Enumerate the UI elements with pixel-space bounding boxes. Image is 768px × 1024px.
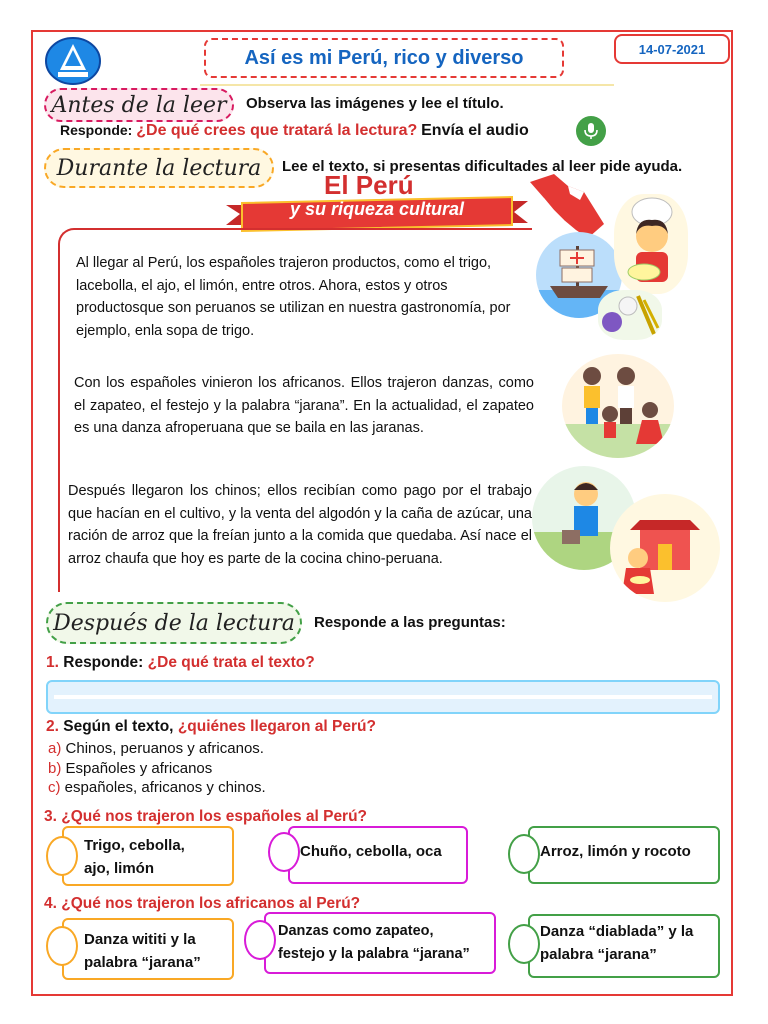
durante-label-text: Durante la lectura — [56, 155, 262, 181]
q4-choice-2-line1: Danzas como zapateo, — [278, 923, 434, 939]
microphone-button[interactable] — [576, 116, 606, 146]
q3-choice-3-text: Arroz, limón y rocoto — [540, 843, 691, 860]
audio-text: Envía el audio — [421, 122, 529, 139]
question-1-text: ¿De qué trata el texto? — [147, 654, 315, 671]
q3-choice-3-circle[interactable] — [508, 834, 540, 874]
question-2-text: ¿quiénes llegaron al Perú? — [177, 718, 376, 735]
antes-question: ¿De qué crees que tratará la lectura? — [136, 122, 418, 139]
question-3-text: ¿Qué nos trajeron los españoles al Perú? — [61, 808, 368, 825]
question-4-number: 4. — [44, 895, 57, 912]
option-b[interactable] — [48, 760, 212, 777]
vegetables-icon — [598, 290, 662, 340]
q4-choice-3-circle[interactable] — [508, 924, 540, 964]
chef-illustration — [614, 194, 688, 294]
despues-instruction: Responde a las preguntas: — [314, 614, 506, 631]
q3-choice-1-line2: ajo, limón — [84, 860, 155, 877]
question-2-number: 2. — [46, 718, 59, 735]
q4-choice-3-line1: Danza “diablada” y la — [540, 923, 694, 940]
question-3-number: 3. — [44, 808, 57, 825]
date-box — [614, 34, 730, 64]
dancers-icon — [562, 354, 674, 458]
question-1 — [46, 654, 315, 672]
q3-choice-2-text: Chuño, cebolla, oca — [300, 843, 442, 860]
option-c[interactable] — [48, 779, 266, 796]
q3-choice-1-circle[interactable] — [46, 836, 78, 876]
question-3 — [44, 808, 367, 826]
q3-choice-2-circle[interactable] — [268, 832, 300, 872]
chef-icon — [614, 194, 688, 294]
dancers-illustration — [562, 354, 674, 458]
reading-paragraph-3: Después llegaron los chinos; ellos recibían como pago por el trabajo que hacían en el cultivo, y la venta del algodón y la caña de azúcar, una ración de arroz que la freían junto a la comida que quedaba. Así nace el arroz chaufa que hoy es parte de la cocina chino-peruana. — [68, 483, 532, 567]
title-box — [204, 38, 564, 78]
vegetables-illustration — [598, 290, 662, 340]
question-4 — [44, 895, 360, 913]
reading-title-banner-text: y su riqueza cultural — [289, 199, 465, 219]
durante-label — [44, 148, 274, 188]
q4-choice-3-line2: palabra “jarana” — [540, 946, 657, 963]
q4-choice-1-line1: Danza wititi y la — [84, 931, 196, 948]
pagoda-icon — [610, 494, 720, 602]
antes-question-line — [60, 122, 529, 140]
reading-paragraph-2: Con los españoles vinieron los africanos. Ellos trajeron danzas, como el zapateo, el festejo y la palabra “jarana”. En la actualidad, el zapateo es una danza afroperuana que se baila en las jaranas. — [74, 375, 534, 436]
question-4-text: ¿Qué nos trajeron los africanos al Perú? — [61, 895, 361, 912]
title-underline — [200, 84, 614, 86]
antes-label-text: Antes de la leer — [51, 92, 227, 118]
despues-label-text: Después de la lectura — [53, 610, 295, 636]
date-text: 14-07-2021 — [638, 41, 706, 57]
option-a[interactable] — [48, 740, 264, 757]
antes-instruction: Observa las imágenes y lee el título. — [246, 95, 504, 112]
q4-choice-2-line2: festejo y la palabra “jarana” — [278, 946, 470, 962]
option-a-letter: a) — [48, 740, 62, 757]
question-1-prefix: Responde: — [63, 654, 144, 671]
q4-choice-1-line2: palabra “jarana” — [84, 954, 201, 971]
antes-label — [44, 88, 234, 122]
q4-choice-2-circle[interactable] — [244, 920, 276, 960]
school-logo-icon — [44, 36, 102, 86]
q4-choice-3-text — [540, 920, 693, 966]
q4-choice-1-text — [84, 928, 201, 974]
q4-choice-2-text — [278, 920, 470, 966]
question-2 — [46, 718, 376, 736]
page-title: Así es mi Perú, rico y diverso — [244, 46, 524, 69]
pagoda-illustration — [610, 494, 720, 602]
reading-paragraph-1: Al llegar al Perú, los españoles trajeron productos, como el trigo, lacebolla, el ajo, el limón, entre otros. Ahora, estos y otros productosque son peruanos se utilizan en nuestra gastronomía, por ejemplo, enla sopa de trigo. — [76, 255, 511, 339]
question-2-prefix: Según el texto, — [63, 718, 174, 735]
q3-choice-1-text — [84, 834, 185, 880]
option-b-text: Españoles y africanos — [65, 760, 213, 777]
peru-map-icon — [524, 172, 612, 242]
option-c-text: españoles, africanos y chinos. — [64, 779, 266, 796]
q3-choice-1-line1: Trigo, cebolla, — [84, 837, 185, 854]
reading-title-main: El Perú — [324, 170, 414, 200]
option-b-letter: b) — [48, 760, 62, 777]
answer-field-q1[interactable] — [46, 680, 720, 714]
responde-label: Responde: — [60, 122, 133, 138]
durante-instruction: Lee el texto, si presentas dificultades al leer pide ayuda. — [282, 158, 683, 175]
q4-choice-1-circle[interactable] — [46, 926, 78, 966]
question-1-number: 1. — [46, 654, 59, 671]
option-c-letter: c) — [48, 779, 61, 796]
option-a-text: Chinos, peruanos y africanos. — [65, 740, 264, 757]
despues-label — [46, 602, 302, 644]
microphone-icon — [582, 122, 600, 140]
